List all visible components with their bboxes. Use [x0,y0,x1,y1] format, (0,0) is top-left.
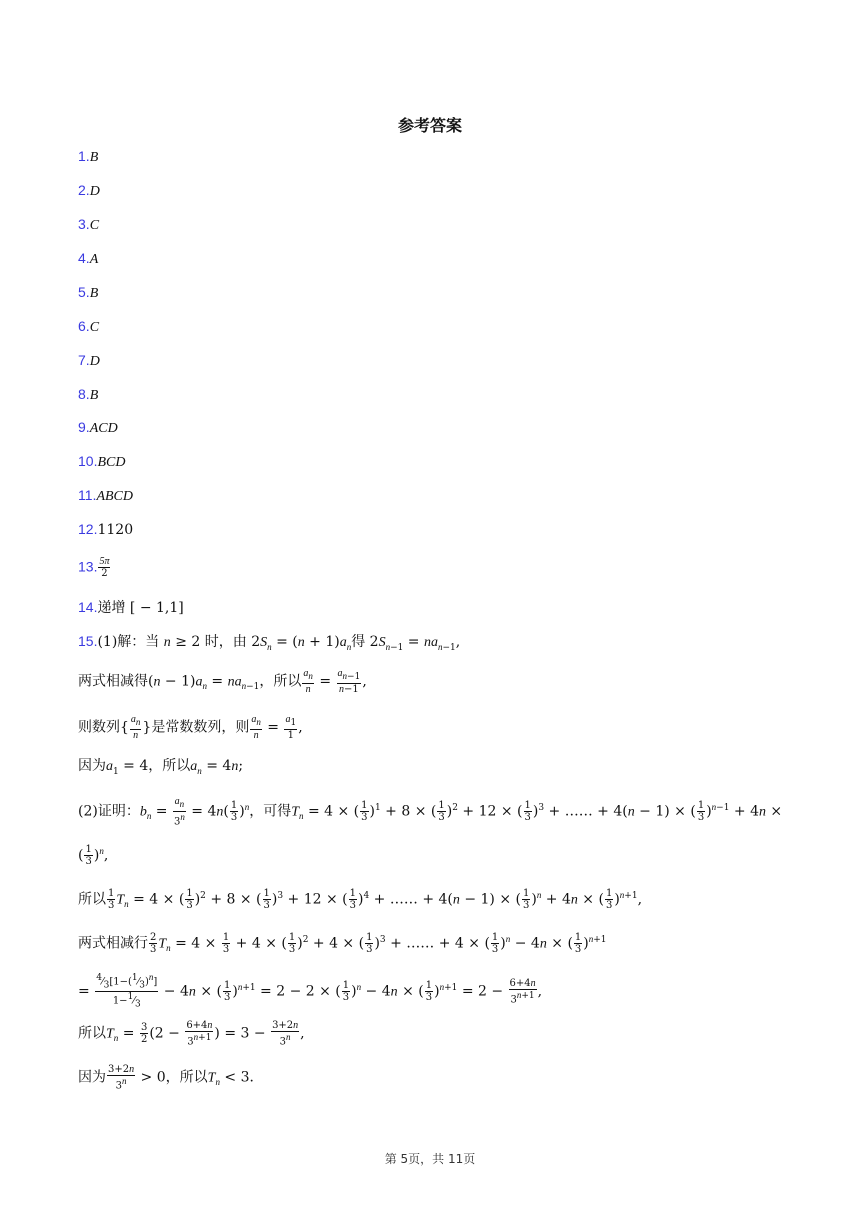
solution-line-5: (2)证明：$b_n$ = $\frac{a_n}{3^n}$ = 4n( $\frac{1}{3}$ )$^n$，可得$T_n = 4$ × ( $\frac{1}{3}$ )$^1$ + 8 × ( $\frac{1}{3}$ )$^2$ + 12 × ( $\frac{1}{3}$ )$^3$ + …… + 4(n − 1) × ( $\frac{1}{3}$ )$^{n-1}$ + 4n × [78,796,783,828]
answer-number: 7. [78,352,90,368]
answer-number: 11. [78,487,97,503]
answer-text: 1120 [97,522,134,538]
answer-text: C [89,218,100,233]
answer-number: 9. [78,419,90,435]
solution-line-3: 则数列{ $\frac{a_n}{n}$ }是常数数列，则 $\frac{a_n}{n}$ = $\frac{a_1}{1}$ , [78,714,303,741]
answer-text: BCD [97,455,126,470]
answer-text: 递增 [ − 1,1] [97,600,184,616]
answer-13 [78,556,111,579]
answer-number: 2. [78,182,90,198]
solution-line-8: 两式相减行 $\frac{2}{3}$ $T_n = 4$ × $\frac{1}{3}$ + 4 × ( $\frac{1}{3}$ )$^2$ + 4 × ( $\frac{1}{3}$ )$^3$ + …… + 4 × ( $\frac{1}{3}$ )$^n$ − 4n × ( $\frac{1}{3}$ )$^{n+1}$ [78,932,607,956]
answer-3 [78,215,99,235]
answer-text: D [89,354,100,369]
answer-text: B [89,388,99,403]
page-title: 参考答案 [397,116,462,135]
answer-10 [78,452,125,472]
answer-number: 13. [78,558,98,575]
solution-line-7: 所以 $\frac{1}{3}$ $T_n = 4$ × ( $\frac{1}{3}$ )$^2$ + 8 × ( $\frac{1}{3}$ )$^3$ + 12 × ( $\frac{1}{3}$ )$^4$ + …… + 4(n − 1) × ( $\frac{1}{3}$ )$^n$ + 4n × ( $\frac{1}{3}$ )$^{n+1}$, [78,888,643,912]
answer-2 [78,181,100,201]
solution-line-6: ( $\frac{1}{3}$ )$^n$, [78,844,109,868]
answer-4 [78,249,98,269]
answer-number: 5. [78,284,90,300]
answer-text: C [89,320,100,335]
solution-line-4: 因为$a_1 = 4$，所以$a_n = 4n$; [78,758,244,777]
answer-11 [78,486,133,506]
answer-7 [78,351,100,371]
solution-line-1: 15.(1)解：当 n ≥ 2 时，由 $2S_n = (n + 1)a_n$得 $2S_{n-1} = na_{n-1}$, [78,633,461,653]
answer-5 [78,283,98,303]
answer-number: 12. [78,521,98,537]
answer-1 [78,147,98,167]
answer-text: D [89,184,100,199]
answer-8 [78,385,98,405]
answer-9 [78,418,118,438]
answer-14 [78,598,184,617]
answer-text: B [89,286,99,301]
answer-number: 8. [78,386,90,402]
fraction: $\frac{5\pi}{2}$ [99,556,110,579]
answer-12 [78,520,133,539]
solution-line-11: 因为 $\frac{3+2n}{3^n}$ > 0，所以$T_n < 3$． [78,1064,264,1092]
answer-number: 14. [78,599,98,615]
answer-number: 3. [78,216,90,232]
page-footer: 第 5页，共 11页 [384,1152,476,1166]
answer-number: 6. [78,318,90,334]
solution-line-2: 两式相减得$(n - 1)a_n = na_{n-1}$，所以 $\frac{a_n}{n}$ = $\frac{a_{n-1}}{n-1}$ , [78,668,367,695]
solution-line-10: 所以$T_n$ = $\frac{3}{2}$ (2 − $\frac{6+4n}{3^{n+1}}$ ) = 3 − $\frac{3+2n}{3^n}$ , [78,1020,305,1048]
answer-text: B [89,150,99,165]
answer-6 [78,317,99,337]
answer-number: 10. [78,453,98,469]
answer-number: 1. [78,148,90,164]
answer-text: ACD [89,421,118,436]
solution-line-9: = $\frac{^4⁄_3[1-(^1⁄_3)^n]}{1-^1⁄_3}$ − 4n × ( $\frac{1}{3}$ )$^{n+1}$ = 2 − 2 × ( $\frac{1}{3}$ )$^n$ − 4n × ( $\frac{1}{3}$ )$^{n+1}$ = 2 − $\frac{6+4n}{3^{n+1}}$ , [78,972,543,1010]
answer-text: A [89,252,99,267]
answer-number: 15. [78,633,98,649]
answer-number: 4. [78,250,90,266]
answer-text: ABCD [96,489,133,504]
